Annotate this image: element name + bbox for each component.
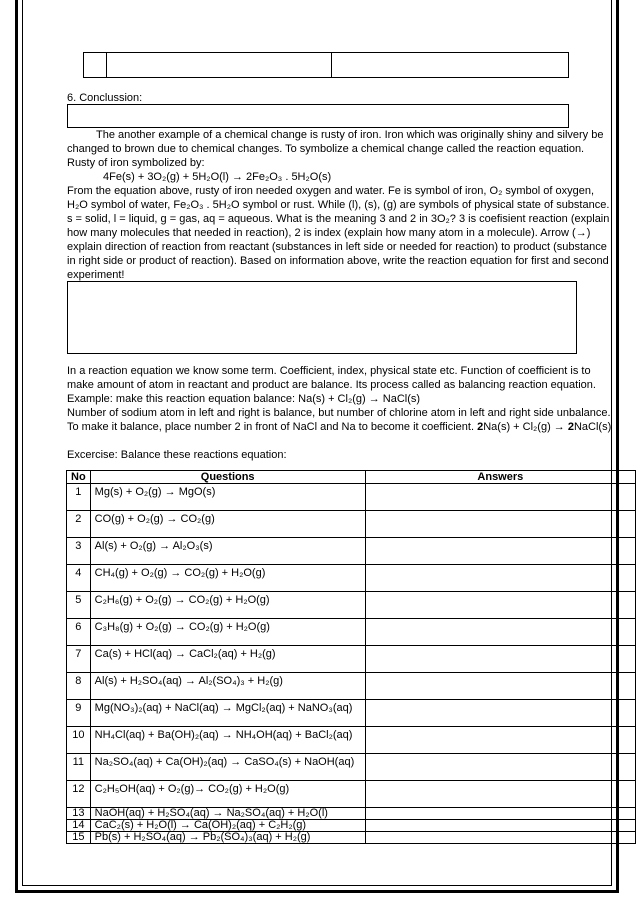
question-cell: C₃H₈(g) + O₂(g) → CO₂(g) + H₂O(g): [90, 619, 365, 646]
table-cell: [84, 53, 107, 78]
question-cell: C₂H₅OH(aq) + O₂(g)→ CO₂(g) + H₂O(g): [90, 781, 365, 808]
question-cell: Mg(NO₃)₂(aq) + NaCl(aq) → MgCl₂(aq) + NaNO₃(aq): [90, 700, 365, 727]
row-number: 13: [67, 808, 91, 820]
table-row: [67, 511, 636, 538]
row-number: 14: [67, 820, 91, 832]
question-cell: Mg(s) + O₂(g) → MgO(s): [90, 484, 365, 511]
row-number: 9: [67, 700, 91, 727]
row-number: 11: [67, 754, 91, 781]
answer-cell[interactable]: [365, 538, 635, 565]
question-cell: Al(s) + H₂SO₄(aq) → Al₂(SO₄)₃ + H₂(g): [90, 673, 365, 700]
conclusion-answer-box[interactable]: [67, 104, 569, 128]
exercise-title: Excercise: Balance these reactions equation:: [67, 449, 287, 461]
table-row: [67, 646, 636, 673]
header-no: No: [67, 471, 91, 484]
row-number: 1: [67, 484, 91, 511]
balancing-text: [67, 364, 612, 462]
table-cell: [332, 53, 569, 78]
previous-table-fragment: [83, 52, 569, 78]
table-row: [67, 538, 636, 565]
row-number: 15: [67, 832, 91, 844]
answer-cell[interactable]: [365, 820, 635, 832]
answer-cell[interactable]: [365, 808, 635, 820]
row-number: 12: [67, 781, 91, 808]
row-number: 8: [67, 673, 91, 700]
table-header-row: [67, 471, 636, 484]
table-row: [67, 619, 636, 646]
question-cell: CaC₂(s) + H₂O(l) → Ca(OH)₂(aq) + C₂H₂(g): [90, 820, 365, 832]
question-cell: Al(s) + O₂(g) → Al₂O₃(s): [90, 538, 365, 565]
question-cell: Pb(s) + H₂SO₄(aq) → Pb₂(SO₄)₃(aq) + H₂(g): [90, 832, 365, 844]
row-number: 2: [67, 511, 91, 538]
answer-cell[interactable]: [365, 727, 635, 754]
header-answers: Answers: [365, 471, 635, 484]
question-cell: Na₂SO₄(aq) + Ca(OH)₂(aq) → CaSO₄(s) + NaOH(aq): [90, 754, 365, 781]
balanced-product: NaCl(s): [573, 421, 612, 433]
table-row: [67, 484, 636, 511]
section-heading: 6. Conclussion:: [67, 92, 143, 104]
answer-cell[interactable]: [365, 781, 635, 808]
paragraph-sodium: [67, 406, 612, 434]
table-row: [67, 727, 636, 754]
answer-cell[interactable]: [365, 700, 635, 727]
answer-cell[interactable]: [365, 754, 635, 781]
row-number: 6: [67, 619, 91, 646]
experiment-equation-answer-box[interactable]: [67, 281, 577, 354]
table-row: [67, 592, 636, 619]
coefficient-nacl: 2: [567, 421, 574, 433]
table-row: [67, 781, 636, 808]
answer-cell[interactable]: [365, 832, 635, 844]
answer-cell[interactable]: [365, 565, 635, 592]
sodium-explanation: Number of sodium atom in left and right is balance, but number of chlorine atom in left and right side unbalance. To make it balance, place number 2 in front of NaCl and Na to become it coefficient.: [67, 407, 611, 433]
question-cell: CO(g) + O₂(g) → CO₂(g): [90, 511, 365, 538]
coefficient-na: 2: [477, 421, 484, 433]
table-row: [67, 832, 636, 844]
conclusion-text: [67, 128, 612, 282]
header-questions: Questions: [90, 471, 365, 484]
answer-cell[interactable]: [365, 592, 635, 619]
exercise-table: [66, 470, 636, 844]
rust-equation: 4Fe(s) + 3O₂(g) + 5H₂O(l) → 2Fe₂O₃ . 5H₂O(s): [103, 171, 332, 183]
answer-cell[interactable]: [365, 619, 635, 646]
row-number: 7: [67, 646, 91, 673]
question-cell: NH₄Cl(aq) + Ba(OH)₂(aq) → NH₄OH(aq) + BaCl₂(aq): [90, 727, 365, 754]
table-row: [67, 700, 636, 727]
answer-cell[interactable]: [365, 646, 635, 673]
table-row: [67, 754, 636, 781]
table-row: [67, 820, 636, 832]
question-cell: CH₄(g) + O₂(g) → CO₂(g) + H₂O(g): [90, 565, 365, 592]
question-cell: Ca(s) + HCl(aq) → CaCl₂(aq) + H₂(g): [90, 646, 365, 673]
answer-cell[interactable]: [365, 511, 635, 538]
answer-cell[interactable]: [365, 484, 635, 511]
table-row: [67, 565, 636, 592]
paragraph-rust: The another example of a chemical change is rusty of iron. Iron which was originally shiny and silvery be changed to brown due to chemical changes. To symbolize a chemical change called the reaction equation. Rusty of iron symbolized by:: [67, 129, 604, 169]
question-cell: NaOH(aq) + H₂SO₄(aq) → Na₂SO₄(aq) + H₂O(l): [90, 808, 365, 820]
paragraph-explanation: From the equation above, rusty of iron needed oxygen and water. Fe is symbol of iron, O₂ symbol of oxygen, H₂O symbol of water, Fe₂O₃ . 5H₂O symbol or rust. While (l), (s), (g) are symbols of physical state of substance. s = solid, l = liquid, g = gas, aq = aqueous. What is the meaning 3 and 2 in 3O₂? 3 is coefisient reaction (explain how many molecules that needed in reaction), 2 is index (explain how many atom in a molecule). Arrow (→) explain direction of reaction from reactant (substances in left side or needed for reaction) to product (substance in right side or product of reaction). Based on information above, write the reaction equation for first and second experiment!: [67, 185, 610, 281]
row-number: 3: [67, 538, 91, 565]
paragraph-balancing: In a reaction equation we know some term. Coefficient, index, physical state etc. Function of coefficient is to make amount of atom in reactant and product are balance. Its process called as balancing reaction equation. Example: make this reaction equation balance: Na(s) + Cl₂(g) → NaCl(s): [67, 365, 596, 405]
row-number: 5: [67, 592, 91, 619]
table-row: [67, 673, 636, 700]
answer-cell[interactable]: [365, 673, 635, 700]
table-cell: [107, 53, 332, 78]
table-row: [67, 808, 636, 820]
question-cell: C₂H₆(g) + O₂(g) → CO₂(g) + H₂O(g): [90, 592, 365, 619]
balanced-reactants: Na(s) + Cl₂(g) →: [483, 421, 568, 433]
row-number: 4: [67, 565, 91, 592]
row-number: 10: [67, 727, 91, 754]
